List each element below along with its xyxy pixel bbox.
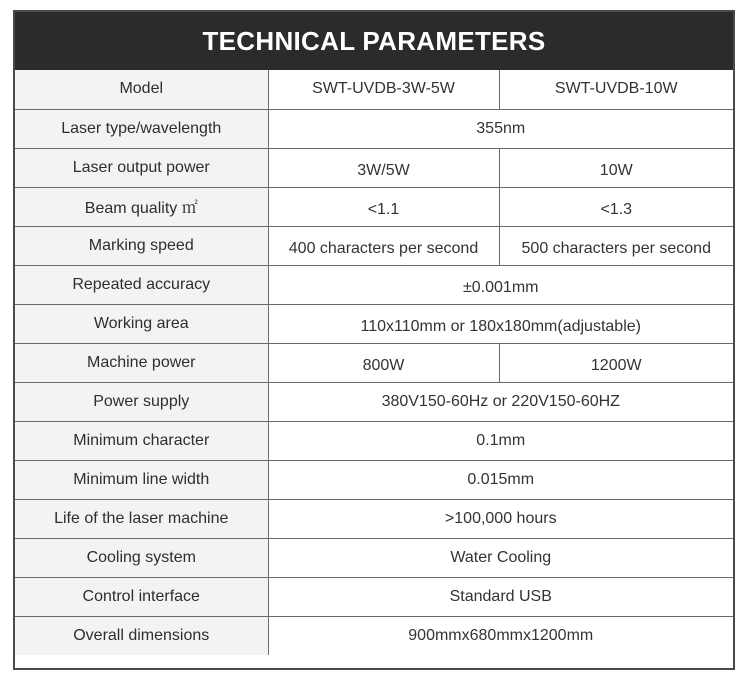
row-label: Working area — [15, 304, 268, 343]
row-value: 1200W — [499, 343, 733, 382]
table-row — [15, 265, 733, 304]
row-value: 380V150-60Hz or 220V150-60HZ — [268, 382, 733, 421]
table-row — [15, 577, 733, 616]
row-label: Control interface — [15, 577, 268, 616]
row-value: ±0.001mm — [268, 265, 733, 304]
row-label: Cooling system — [15, 538, 268, 577]
row-label: Model — [15, 70, 268, 109]
row-value: 0.1mm — [268, 421, 733, 460]
row-value: 500 characters per second — [499, 226, 733, 265]
table-row — [15, 226, 733, 265]
row-label: Laser type/wavelength — [15, 109, 268, 148]
row-value: <1.1 — [268, 187, 499, 226]
row-value: <1.3 — [499, 187, 733, 226]
row-label: Laser output power — [15, 148, 268, 187]
page-title: TECHNICAL PARAMETERS — [15, 12, 733, 70]
table-row — [15, 70, 733, 109]
row-value: Standard USB — [268, 577, 733, 616]
table-row — [15, 343, 733, 382]
row-value: SWT-UVDB-3W-5W — [268, 70, 499, 109]
row-label: Minimum line width — [15, 460, 268, 499]
row-value: 0.015mm — [268, 460, 733, 499]
row-value: 3W/5W — [268, 148, 499, 187]
table-row — [15, 148, 733, 187]
table-row — [15, 304, 733, 343]
row-label: Life of the laser machine — [15, 499, 268, 538]
table-row — [15, 460, 733, 499]
row-value: 400 characters per second — [268, 226, 499, 265]
table-row — [15, 616, 733, 655]
table-row — [15, 499, 733, 538]
row-label: Repeated accuracy — [15, 265, 268, 304]
table-row — [15, 538, 733, 577]
row-label: Power supply — [15, 382, 268, 421]
table-row — [15, 382, 733, 421]
table-row — [15, 421, 733, 460]
row-label: Machine power — [15, 343, 268, 382]
row-label: Minimum character — [15, 421, 268, 460]
row-value: 10W — [499, 148, 733, 187]
parameters-table — [15, 70, 733, 655]
table-row — [15, 109, 733, 148]
row-value: SWT-UVDB-10W — [499, 70, 733, 109]
row-value: >100,000 hours — [268, 499, 733, 538]
row-label: Marking speed — [15, 226, 268, 265]
row-value: 110x110mm or 180x180mm(adjustable) — [268, 304, 733, 343]
row-value: 800W — [268, 343, 499, 382]
row-value: Water Cooling — [268, 538, 733, 577]
row-value: 900mmx680mmx1200mm — [268, 616, 733, 655]
row-label: Beam quality ㎡ — [15, 187, 268, 226]
row-value: 355nm — [268, 109, 733, 148]
row-label: Overall dimensions — [15, 616, 268, 655]
table-row — [15, 187, 733, 226]
spec-sheet — [13, 10, 735, 670]
